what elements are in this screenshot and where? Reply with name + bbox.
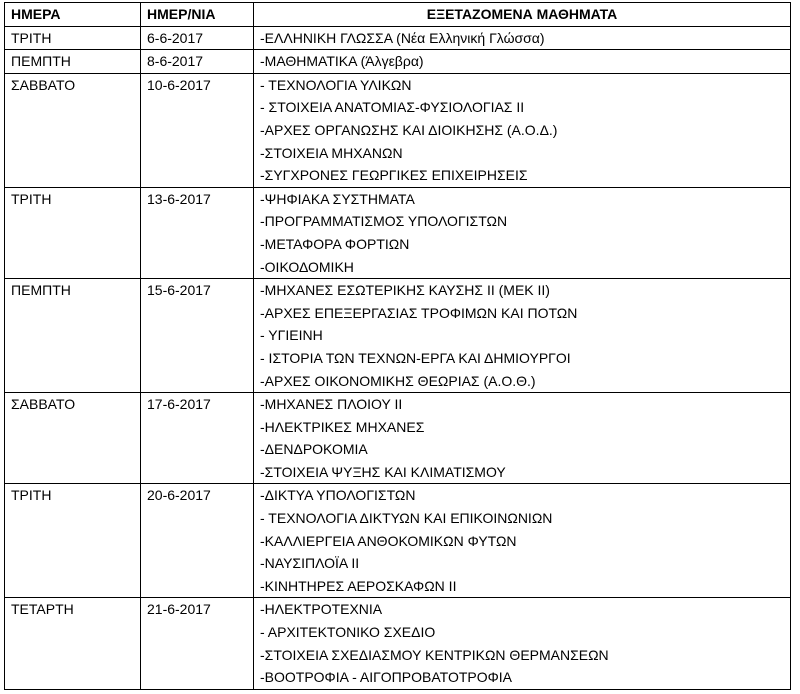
subject-item: -ΑΡΧΕΣ ΟΡΓΑΝΩΣΗΣ ΚΑΙ ΔΙΟΙΚΗΣΗΣ (Α.Ο.Δ.) [260, 121, 558, 138]
day-cell: ΤΡΙΤΗ [5, 484, 141, 598]
subjects-cell [254, 279, 791, 393]
date-cell: 8-6-2017 [141, 50, 254, 74]
subjects-cell [254, 26, 791, 50]
header-subjects: ΕΞΕΤΑΖΟΜΕΝΑ ΜΑΘΗΜΑΤΑ [254, 3, 791, 27]
table-row [5, 73, 791, 187]
day-cell: ΣΑΒΒΑΤΟ [5, 73, 141, 187]
subject-item: -ΜΗΧΑΝΕΣ ΕΣΩΤΕΡΙΚΗΣ ΚΑΥΣΗΣ ΙΙ (ΜΕΚ ΙΙ) [260, 282, 550, 299]
table-row [5, 598, 791, 689]
schedule-body [5, 26, 791, 689]
subject-item: -ΕΛΛΗΝΙΚΗ ΓΛΩΣΣΑ (Νέα Ελληνική Γλώσσα) [260, 29, 545, 46]
subject-item: -ΣΤΟΙΧΕΙΑ ΣΧΕΔΙΑΣΜΟΥ ΚΕΝΤΡΙΚΩΝ ΘΕΡΜΑΝΣΕΩΝ [260, 646, 609, 663]
subject-item: -ΜΗΧΑΝΕΣ ΠΛΟΙΟΥ ΙΙ [260, 396, 403, 413]
date-cell: 17-6-2017 [141, 393, 254, 484]
exam-schedule-table [4, 2, 791, 690]
header-date: ΗΜΕΡ/ΝΙΑ [141, 3, 254, 27]
table-row [5, 279, 791, 393]
day-cell: ΤΡΙΤΗ [5, 187, 141, 278]
date-cell: 6-6-2017 [141, 26, 254, 50]
subject-item: - ΣΤΟΙΧΕΙΑ ΑΝΑΤΟΜΙΑΣ-ΦΥΣΙΟΛΟΓΙΑΣ ΙΙ [260, 99, 525, 116]
subjects-cell [254, 187, 791, 278]
subject-item: -ΠΡΟΓΡΑΜΜΑΤΙΣΜΟΣ ΥΠΟΛΟΓΙΣΤΩΝ [260, 213, 508, 230]
day-cell: ΤΡΙΤΗ [5, 26, 141, 50]
day-cell: ΠΕΜΠΤΗ [5, 50, 141, 74]
subject-item: -ΚΑΛΛΙΕΡΓΕΙΑ ΑΝΘΟΚΟΜΙΚΩΝ ΦΥΤΩΝ [260, 532, 517, 549]
subject-item: -ΜΑΘΗΜΑΤΙΚΑ (Άλγεβρα) [260, 53, 424, 70]
table-row [5, 187, 791, 278]
date-cell: 15-6-2017 [141, 279, 254, 393]
table-row [5, 484, 791, 598]
subject-item: -ΨΗΦΙΑΚΑ ΣΥΣΤΗΜΑΤΑ [260, 190, 415, 207]
subject-item: - ΙΣΤΟΡΙΑ ΤΩΝ ΤΕΧΝΩΝ-ΕΡΓΑ ΚΑΙ ΔΗΜΙΟΥΡΓΟΙ [260, 349, 571, 366]
subjects-cell [254, 598, 791, 689]
subject-item: -ΚΙΝΗΤΗΡΕΣ ΑΕΡΟΣΚΑΦΩΝ ΙΙ [260, 577, 457, 594]
header-row [5, 3, 791, 27]
table-row [5, 50, 791, 74]
subjects-cell [254, 393, 791, 484]
date-cell: 13-6-2017 [141, 187, 254, 278]
subject-item: -ΗΛΕΚΤΡΟΤΕΧΝΙΑ [260, 601, 383, 618]
header-day: ΗΜΕΡΑ [5, 3, 141, 27]
date-cell: 21-6-2017 [141, 598, 254, 689]
subject-item: -ΜΕΤΑΦΟΡΑ ΦΟΡΤΙΩΝ [260, 235, 410, 252]
subject-item: -ΗΛΕΚΤΡΙΚΕΣ ΜΗΧΑΝΕΣ [260, 418, 425, 435]
date-cell: 10-6-2017 [141, 73, 254, 187]
subject-item: - ΥΓΙΕΙΝΗ [260, 327, 323, 344]
subject-item: -ΣΤΟΙΧΕΙΑ ΜΗΧΑΝΩΝ [260, 144, 403, 161]
subject-item: -ΟΙΚΟΔΟΜΙΚΗ [260, 258, 354, 275]
subjects-cell [254, 73, 791, 187]
table-row [5, 393, 791, 484]
subject-item: -ΣΤΟΙΧΕΙΑ ΨΥΞΗΣ ΚΑΙ ΚΛΙΜΑΤΙΣΜΟΥ [260, 463, 506, 480]
subject-item: -ΝΑΥΣΙΠΛΟΪΑ ΙΙ [260, 555, 360, 572]
subject-item: - ΤΕΧΝΟΛΟΓΙΑ ΔΙΚΤΥΩΝ ΚΑΙ ΕΠΙΚΟΙΝΩΝΙΩΝ [260, 510, 553, 527]
subject-item: -ΑΡΧΕΣ ΕΠΕΞΕΡΓΑΣΙΑΣ ΤΡΟΦΙΜΩΝ ΚΑΙ ΠΟΤΩΝ [260, 304, 578, 321]
day-cell: ΣΑΒΒΑΤΟ [5, 393, 141, 484]
day-cell: ΤΕΤΑΡΤΗ [5, 598, 141, 689]
subject-item: -ΔΙΚΤΥΑ ΥΠΟΛΟΓΙΣΤΩΝ [260, 487, 416, 504]
subject-item: -ΑΡΧΕΣ ΟΙΚΟΝΟΜΙΚΗΣ ΘΕΩΡΙΑΣ (Α.Ο.Θ.) [260, 372, 536, 389]
day-cell: ΠΕΜΠΤΗ [5, 279, 141, 393]
subject-item: -ΒΟΟΤΡΟΦΙΑ - ΑΙΓΟΠΡΟΒΑΤΟΤΡΟΦΙΑ [260, 669, 513, 686]
date-cell: 20-6-2017 [141, 484, 254, 598]
subjects-cell [254, 50, 791, 74]
subject-item: -ΣΥΓΧΡΟΝΕΣ ΓΕΩΡΓΙΚΕΣ ΕΠΙΧΕΙΡΗΣΕΙΣ [260, 167, 528, 184]
subject-item: -ΔΕΝΔΡΟΚΟΜΙΑ [260, 441, 368, 458]
subject-item: - ΑΡΧΙΤΕΚΤΟΝΙΚΟ ΣΧΕΔΙΟ [260, 624, 436, 641]
subject-item: - ΤΕΧΝΟΛΟΓΙΑ ΥΛΙΚΩΝ [260, 76, 412, 93]
subjects-cell [254, 484, 791, 598]
table-row [5, 26, 791, 50]
